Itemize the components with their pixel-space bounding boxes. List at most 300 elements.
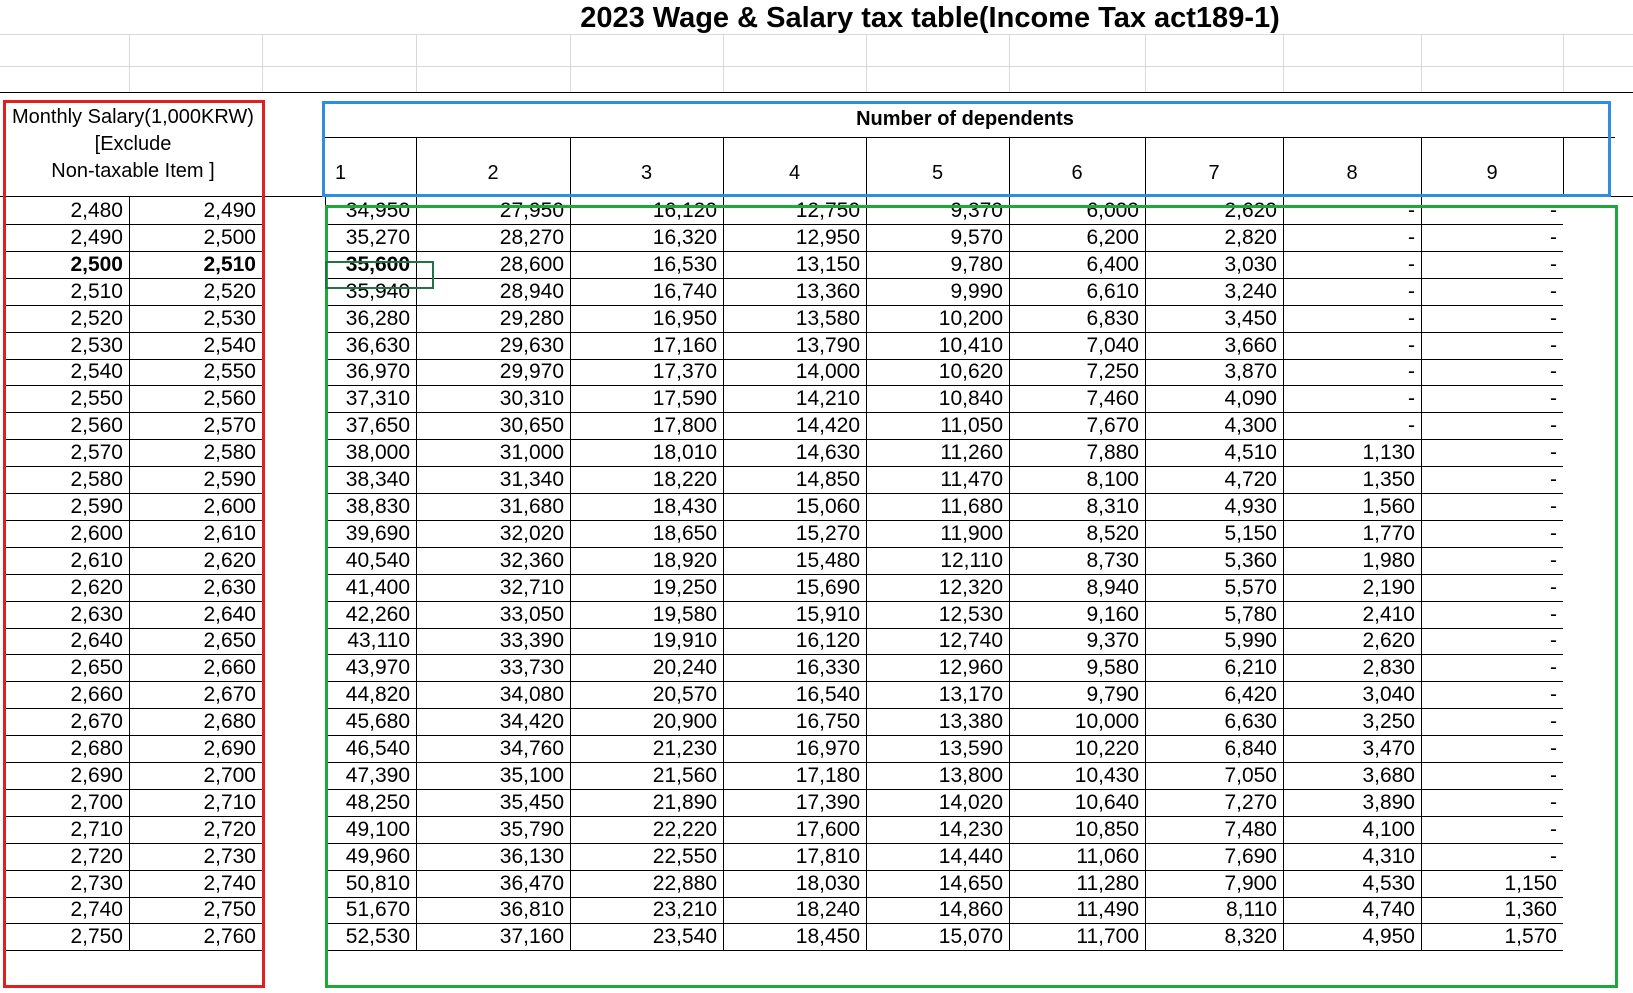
tax-value-cell[interactable]: 36,630 xyxy=(325,332,416,360)
tax-value-cell[interactable]: 6,840 xyxy=(1145,735,1283,763)
tax-value-cell[interactable]: 17,810 xyxy=(723,843,866,871)
tax-value-cell[interactable]: 17,180 xyxy=(723,762,866,790)
tax-value-cell[interactable]: - xyxy=(1421,385,1563,413)
tax-value-cell[interactable]: - xyxy=(1421,251,1563,279)
tax-value-cell[interactable]: 21,230 xyxy=(570,735,723,763)
tax-value-cell[interactable]: 3,470 xyxy=(1283,735,1421,763)
tax-value-cell[interactable]: 12,950 xyxy=(723,224,866,252)
tax-value-cell[interactable]: 8,310 xyxy=(1009,493,1145,521)
salary-to-cell[interactable]: 2,590 xyxy=(129,466,262,494)
tax-value-cell[interactable]: 7,480 xyxy=(1145,816,1283,844)
dependents-col-header[interactable]: 1 xyxy=(335,162,347,184)
tax-value-cell[interactable]: 37,160 xyxy=(416,923,570,951)
tax-value-cell[interactable]: 18,010 xyxy=(570,439,723,467)
tax-value-cell[interactable]: 21,560 xyxy=(570,762,723,790)
dependents-col-header[interactable]: 6 xyxy=(1071,162,1083,184)
tax-value-cell[interactable]: 23,210 xyxy=(570,896,723,924)
salary-from-cell[interactable]: 2,530 xyxy=(4,332,129,360)
tax-value-cell[interactable]: 11,700 xyxy=(1009,923,1145,951)
tax-value-cell[interactable]: 9,580 xyxy=(1009,654,1145,682)
tax-value-cell[interactable]: 3,660 xyxy=(1145,332,1283,360)
tax-value-cell[interactable]: 3,030 xyxy=(1145,251,1283,279)
salary-to-cell[interactable]: 2,670 xyxy=(129,681,262,709)
tax-value-cell[interactable]: 7,670 xyxy=(1009,412,1145,440)
tax-value-cell[interactable]: 44,820 xyxy=(325,681,416,709)
salary-to-cell[interactable]: 2,710 xyxy=(129,789,262,817)
tax-value-cell[interactable]: 35,940 xyxy=(325,278,416,306)
tax-value-cell[interactable]: 1,360 xyxy=(1421,896,1563,924)
tax-value-cell[interactable]: 11,050 xyxy=(866,412,1009,440)
tax-value-cell[interactable]: 16,750 xyxy=(723,708,866,736)
tax-value-cell[interactable]: 37,650 xyxy=(325,412,416,440)
tax-value-cell[interactable]: 3,450 xyxy=(1145,305,1283,333)
tax-value-cell[interactable]: 28,270 xyxy=(416,224,570,252)
tax-value-cell[interactable]: 9,370 xyxy=(1009,627,1145,655)
tax-value-cell[interactable]: - xyxy=(1421,439,1563,467)
salary-to-cell[interactable]: 2,650 xyxy=(129,627,262,655)
tax-value-cell[interactable]: 10,220 xyxy=(1009,735,1145,763)
selected-cell[interactable] xyxy=(325,261,434,289)
salary-from-cell[interactable]: 2,610 xyxy=(4,547,129,575)
tax-value-cell[interactable]: 48,250 xyxy=(325,789,416,817)
tax-value-cell[interactable]: 33,730 xyxy=(416,654,570,682)
salary-from-cell[interactable]: 2,580 xyxy=(4,466,129,494)
tax-value-cell[interactable]: 1,980 xyxy=(1283,547,1421,575)
tax-value-cell[interactable]: 18,650 xyxy=(570,520,723,548)
tax-value-cell[interactable]: 33,390 xyxy=(416,627,570,655)
tax-value-cell[interactable]: 7,880 xyxy=(1009,439,1145,467)
tax-value-cell[interactable]: 4,310 xyxy=(1283,843,1421,871)
tax-value-cell[interactable]: 18,450 xyxy=(723,923,866,951)
tax-value-cell[interactable]: - xyxy=(1283,278,1421,306)
tax-value-cell[interactable]: 2,620 xyxy=(1145,197,1283,225)
tax-value-cell[interactable]: 18,220 xyxy=(570,466,723,494)
tax-value-cell[interactable]: 31,680 xyxy=(416,493,570,521)
dependents-col-header[interactable]: 4 xyxy=(788,162,801,184)
tax-value-cell[interactable]: - xyxy=(1421,601,1563,629)
tax-value-cell[interactable]: 12,750 xyxy=(723,197,866,225)
tax-value-cell[interactable]: 10,000 xyxy=(1009,708,1145,736)
tax-value-cell[interactable]: - xyxy=(1283,358,1421,386)
tax-value-cell[interactable]: 9,790 xyxy=(1009,681,1145,709)
tax-value-cell[interactable]: 52,530 xyxy=(325,923,416,951)
salary-from-cell[interactable]: 2,520 xyxy=(4,305,129,333)
tax-value-cell[interactable]: 14,230 xyxy=(866,816,1009,844)
tax-value-cell[interactable]: 32,360 xyxy=(416,547,570,575)
tax-value-cell[interactable]: 1,560 xyxy=(1283,493,1421,521)
salary-to-cell[interactable]: 2,740 xyxy=(129,870,262,898)
tax-value-cell[interactable]: 30,650 xyxy=(416,412,570,440)
tax-value-cell[interactable]: - xyxy=(1421,412,1563,440)
tax-value-cell[interactable]: 11,490 xyxy=(1009,896,1145,924)
tax-value-cell[interactable]: 36,130 xyxy=(416,843,570,871)
dependents-col-header[interactable]: 5 xyxy=(931,162,944,184)
salary-to-cell[interactable]: 2,620 xyxy=(129,547,262,575)
tax-value-cell[interactable]: 38,000 xyxy=(325,439,416,467)
tax-value-cell[interactable]: 10,840 xyxy=(866,385,1009,413)
tax-value-cell[interactable]: 16,320 xyxy=(570,224,723,252)
tax-value-cell[interactable]: 5,570 xyxy=(1145,574,1283,602)
tax-value-cell[interactable]: 31,340 xyxy=(416,466,570,494)
tax-value-cell[interactable]: 4,950 xyxy=(1283,923,1421,951)
tax-value-cell[interactable]: - xyxy=(1421,197,1563,225)
tax-value-cell[interactable]: 5,360 xyxy=(1145,547,1283,575)
salary-to-cell[interactable]: 2,660 xyxy=(129,654,262,682)
salary-to-cell[interactable]: 2,550 xyxy=(129,358,262,386)
tax-value-cell[interactable]: 18,920 xyxy=(570,547,723,575)
tax-value-cell[interactable]: 8,320 xyxy=(1145,923,1283,951)
tax-value-cell[interactable]: - xyxy=(1421,493,1563,521)
tax-value-cell[interactable]: - xyxy=(1283,197,1421,225)
salary-from-cell[interactable]: 2,660 xyxy=(4,681,129,709)
tax-value-cell[interactable]: 1,570 xyxy=(1421,923,1563,951)
tax-value-cell[interactable]: 17,600 xyxy=(723,816,866,844)
tax-value-cell[interactable]: 45,680 xyxy=(325,708,416,736)
tax-value-cell[interactable]: 6,630 xyxy=(1145,708,1283,736)
tax-value-cell[interactable]: 7,040 xyxy=(1009,332,1145,360)
tax-value-cell[interactable]: 2,410 xyxy=(1283,601,1421,629)
tax-value-cell[interactable]: 4,740 xyxy=(1283,896,1421,924)
tax-value-cell[interactable]: 47,390 xyxy=(325,762,416,790)
tax-value-cell[interactable]: 49,960 xyxy=(325,843,416,871)
salary-from-cell[interactable]: 2,730 xyxy=(4,870,129,898)
tax-value-cell[interactable]: 1,770 xyxy=(1283,520,1421,548)
tax-value-cell[interactable]: 11,060 xyxy=(1009,843,1145,871)
tax-value-cell[interactable]: 42,260 xyxy=(325,601,416,629)
tax-value-cell[interactable]: 13,790 xyxy=(723,332,866,360)
salary-from-cell[interactable]: 2,650 xyxy=(4,654,129,682)
dependents-col-header[interactable]: 3 xyxy=(640,162,653,184)
tax-value-cell[interactable]: 35,270 xyxy=(325,224,416,252)
tax-value-cell[interactable]: 16,970 xyxy=(723,735,866,763)
tax-value-cell[interactable]: 41,400 xyxy=(325,574,416,602)
tax-value-cell[interactable]: 34,080 xyxy=(416,681,570,709)
tax-value-cell[interactable]: 30,310 xyxy=(416,385,570,413)
tax-value-cell[interactable]: 4,090 xyxy=(1145,385,1283,413)
tax-value-cell[interactable]: 1,350 xyxy=(1283,466,1421,494)
tax-value-cell[interactable]: 16,120 xyxy=(723,627,866,655)
tax-value-cell[interactable]: 3,870 xyxy=(1145,358,1283,386)
tax-value-cell[interactable]: 36,970 xyxy=(325,358,416,386)
tax-value-cell[interactable]: 15,270 xyxy=(723,520,866,548)
tax-value-cell[interactable]: - xyxy=(1421,681,1563,709)
tax-value-cell[interactable]: - xyxy=(1283,224,1421,252)
tax-value-cell[interactable]: - xyxy=(1421,358,1563,386)
tax-value-cell[interactable]: 4,510 xyxy=(1145,439,1283,467)
tax-value-cell[interactable]: 5,780 xyxy=(1145,601,1283,629)
tax-value-cell[interactable]: 12,740 xyxy=(866,627,1009,655)
tax-value-cell[interactable]: 10,200 xyxy=(866,305,1009,333)
tax-value-cell[interactable]: 17,160 xyxy=(570,332,723,360)
dependents-col-header[interactable]: 7 xyxy=(1208,162,1220,184)
tax-value-cell[interactable]: 10,850 xyxy=(1009,816,1145,844)
salary-from-cell[interactable]: 2,620 xyxy=(4,574,129,602)
salary-to-cell[interactable]: 2,500 xyxy=(129,224,262,252)
salary-from-cell[interactable]: 2,540 xyxy=(4,358,129,386)
tax-value-cell[interactable]: 20,570 xyxy=(570,681,723,709)
salary-to-cell[interactable]: 2,640 xyxy=(129,601,262,629)
tax-value-cell[interactable]: 4,100 xyxy=(1283,816,1421,844)
salary-to-cell[interactable]: 2,510 xyxy=(129,251,262,279)
salary-from-cell[interactable]: 2,570 xyxy=(4,439,129,467)
tax-value-cell[interactable]: 29,280 xyxy=(416,305,570,333)
tax-value-cell[interactable]: 14,000 xyxy=(723,358,866,386)
salary-from-cell[interactable]: 2,680 xyxy=(4,735,129,763)
tax-value-cell[interactable]: 7,900 xyxy=(1145,870,1283,898)
tax-value-cell[interactable]: 7,460 xyxy=(1009,385,1145,413)
tax-value-cell[interactable]: 4,530 xyxy=(1283,870,1421,898)
tax-value-cell[interactable]: 9,780 xyxy=(866,251,1009,279)
tax-value-cell[interactable]: 12,960 xyxy=(866,654,1009,682)
tax-value-cell[interactable]: - xyxy=(1421,547,1563,575)
tax-value-cell[interactable]: 6,000 xyxy=(1009,197,1145,225)
tax-value-cell[interactable]: 16,120 xyxy=(570,197,723,225)
tax-value-cell[interactable]: 12,320 xyxy=(866,574,1009,602)
tax-value-cell[interactable]: 20,900 xyxy=(570,708,723,736)
salary-to-cell[interactable]: 2,600 xyxy=(129,493,262,521)
tax-value-cell[interactable]: 43,110 xyxy=(325,627,416,655)
tax-value-cell[interactable]: 11,280 xyxy=(1009,870,1145,898)
tax-value-cell[interactable]: 10,430 xyxy=(1009,762,1145,790)
tax-value-cell[interactable]: 19,910 xyxy=(570,627,723,655)
salary-from-cell[interactable]: 2,640 xyxy=(4,627,129,655)
tax-value-cell[interactable]: - xyxy=(1421,708,1563,736)
tax-value-cell[interactable]: 8,730 xyxy=(1009,547,1145,575)
tax-value-cell[interactable]: 34,760 xyxy=(416,735,570,763)
tax-value-cell[interactable]: 14,850 xyxy=(723,466,866,494)
salary-to-cell[interactable]: 2,520 xyxy=(129,278,262,306)
salary-from-cell[interactable]: 2,480 xyxy=(4,197,129,225)
tax-value-cell[interactable]: 35,100 xyxy=(416,762,570,790)
tax-value-cell[interactable]: 35,450 xyxy=(416,789,570,817)
tax-value-cell[interactable]: 11,680 xyxy=(866,493,1009,521)
tax-value-cell[interactable]: 2,620 xyxy=(1283,627,1421,655)
tax-value-cell[interactable]: 11,470 xyxy=(866,466,1009,494)
salary-from-cell[interactable]: 2,510 xyxy=(4,278,129,306)
tax-value-cell[interactable]: 2,820 xyxy=(1145,224,1283,252)
tax-value-cell[interactable]: 40,540 xyxy=(325,547,416,575)
salary-to-cell[interactable]: 2,720 xyxy=(129,816,262,844)
salary-from-cell[interactable]: 2,690 xyxy=(4,762,129,790)
salary-from-cell[interactable]: 2,600 xyxy=(4,520,129,548)
tax-value-cell[interactable]: 16,540 xyxy=(723,681,866,709)
tax-value-cell[interactable]: 31,000 xyxy=(416,439,570,467)
tax-value-cell[interactable]: 15,690 xyxy=(723,574,866,602)
tax-value-cell[interactable]: 43,970 xyxy=(325,654,416,682)
salary-from-cell[interactable]: 2,710 xyxy=(4,816,129,844)
salary-to-cell[interactable]: 2,760 xyxy=(129,923,262,951)
tax-value-cell[interactable]: 18,430 xyxy=(570,493,723,521)
tax-value-cell[interactable]: 32,710 xyxy=(416,574,570,602)
tax-value-cell[interactable]: 22,550 xyxy=(570,843,723,871)
tax-value-cell[interactable]: 28,600 xyxy=(416,251,570,279)
tax-value-cell[interactable]: 11,260 xyxy=(866,439,1009,467)
tax-value-cell[interactable]: 22,220 xyxy=(570,816,723,844)
salary-from-cell[interactable]: 2,740 xyxy=(4,896,129,924)
tax-value-cell[interactable]: 28,940 xyxy=(416,278,570,306)
tax-value-cell[interactable]: - xyxy=(1421,654,1563,682)
tax-value-cell[interactable]: - xyxy=(1421,332,1563,360)
tax-value-cell[interactable]: - xyxy=(1283,332,1421,360)
salary-to-cell[interactable]: 2,680 xyxy=(129,708,262,736)
tax-value-cell[interactable]: 34,420 xyxy=(416,708,570,736)
tax-value-cell[interactable]: - xyxy=(1421,762,1563,790)
tax-value-cell[interactable]: 18,030 xyxy=(723,870,866,898)
tax-value-cell[interactable]: 21,890 xyxy=(570,789,723,817)
tax-value-cell[interactable]: 14,630 xyxy=(723,439,866,467)
salary-from-cell[interactable]: 2,590 xyxy=(4,493,129,521)
tax-value-cell[interactable]: 16,740 xyxy=(570,278,723,306)
tax-value-cell[interactable]: 14,650 xyxy=(866,870,1009,898)
tax-value-cell[interactable]: 3,890 xyxy=(1283,789,1421,817)
tax-value-cell[interactable]: 49,100 xyxy=(325,816,416,844)
salary-to-cell[interactable]: 2,610 xyxy=(129,520,262,548)
tax-value-cell[interactable]: 14,210 xyxy=(723,385,866,413)
tax-value-cell[interactable]: 37,310 xyxy=(325,385,416,413)
tax-value-cell[interactable]: 11,900 xyxy=(866,520,1009,548)
tax-value-cell[interactable]: 39,690 xyxy=(325,520,416,548)
tax-value-cell[interactable]: 6,420 xyxy=(1145,681,1283,709)
tax-value-cell[interactable]: 29,630 xyxy=(416,332,570,360)
salary-to-cell[interactable]: 2,730 xyxy=(129,843,262,871)
tax-value-cell[interactable]: 17,590 xyxy=(570,385,723,413)
tax-value-cell[interactable]: 36,470 xyxy=(416,870,570,898)
tax-value-cell[interactable]: 16,330 xyxy=(723,654,866,682)
salary-to-cell[interactable]: 2,690 xyxy=(129,735,262,763)
tax-value-cell[interactable]: 17,390 xyxy=(723,789,866,817)
tax-value-cell[interactable]: 6,200 xyxy=(1009,224,1145,252)
salary-to-cell[interactable]: 2,560 xyxy=(129,385,262,413)
dependents-col-header[interactable]: 8 xyxy=(1346,162,1358,184)
tax-value-cell[interactable]: 3,250 xyxy=(1283,708,1421,736)
tax-value-cell[interactable]: - xyxy=(1421,520,1563,548)
salary-from-cell[interactable]: 2,550 xyxy=(4,385,129,413)
salary-from-cell[interactable]: 2,490 xyxy=(4,224,129,252)
tax-value-cell[interactable]: 1,130 xyxy=(1283,439,1421,467)
tax-value-cell[interactable]: 14,020 xyxy=(866,789,1009,817)
tax-value-cell[interactable]: 16,950 xyxy=(570,305,723,333)
tax-value-cell[interactable]: 8,520 xyxy=(1009,520,1145,548)
tax-value-cell[interactable]: 7,250 xyxy=(1009,358,1145,386)
tax-value-cell[interactable]: - xyxy=(1421,574,1563,602)
tax-value-cell[interactable]: 15,480 xyxy=(723,547,866,575)
tax-value-cell[interactable]: 51,670 xyxy=(325,896,416,924)
tax-value-cell[interactable]: - xyxy=(1421,224,1563,252)
tax-value-cell[interactable]: 6,210 xyxy=(1145,654,1283,682)
salary-to-cell[interactable]: 2,630 xyxy=(129,574,262,602)
tax-value-cell[interactable]: 36,280 xyxy=(325,305,416,333)
tax-value-cell[interactable]: - xyxy=(1283,305,1421,333)
tax-value-cell[interactable]: - xyxy=(1421,843,1563,871)
tax-value-cell[interactable]: 38,830 xyxy=(325,493,416,521)
salary-from-cell[interactable]: 2,750 xyxy=(4,923,129,951)
tax-value-cell[interactable]: 14,440 xyxy=(866,843,1009,871)
tax-value-cell[interactable]: - xyxy=(1421,305,1563,333)
tax-value-cell[interactable]: 19,580 xyxy=(570,601,723,629)
tax-value-cell[interactable]: 3,240 xyxy=(1145,278,1283,306)
tax-value-cell[interactable]: 36,810 xyxy=(416,896,570,924)
tax-value-cell[interactable]: 27,950 xyxy=(416,197,570,225)
tax-value-cell[interactable]: 15,060 xyxy=(723,493,866,521)
tax-value-cell[interactable]: 13,580 xyxy=(723,305,866,333)
tax-value-cell[interactable]: 6,610 xyxy=(1009,278,1145,306)
tax-value-cell[interactable]: 13,360 xyxy=(723,278,866,306)
tax-value-cell[interactable]: 2,830 xyxy=(1283,654,1421,682)
salary-to-cell[interactable]: 2,530 xyxy=(129,305,262,333)
salary-to-cell[interactable]: 2,490 xyxy=(129,197,262,225)
salary-to-cell[interactable]: 2,570 xyxy=(129,412,262,440)
tax-value-cell[interactable]: 1,150 xyxy=(1421,870,1563,898)
tax-value-cell[interactable]: 3,680 xyxy=(1283,762,1421,790)
tax-value-cell[interactable]: 8,940 xyxy=(1009,574,1145,602)
tax-value-cell[interactable]: - xyxy=(1421,735,1563,763)
tax-value-cell[interactable]: 35,790 xyxy=(416,816,570,844)
tax-value-cell[interactable]: 46,540 xyxy=(325,735,416,763)
tax-value-cell[interactable]: 10,620 xyxy=(866,358,1009,386)
dependents-col-header[interactable]: 2 xyxy=(487,162,499,184)
tax-value-cell[interactable]: 13,590 xyxy=(866,735,1009,763)
tax-value-cell[interactable]: - xyxy=(1421,278,1563,306)
tax-value-cell[interactable]: - xyxy=(1283,385,1421,413)
salary-from-cell[interactable]: 2,700 xyxy=(4,789,129,817)
salary-to-cell[interactable]: 2,700 xyxy=(129,762,262,790)
tax-value-cell[interactable]: 8,110 xyxy=(1145,896,1283,924)
tax-value-cell[interactable]: 34,950 xyxy=(325,197,416,225)
tax-value-cell[interactable]: 35,600 xyxy=(325,251,416,279)
tax-value-cell[interactable]: 9,570 xyxy=(866,224,1009,252)
tax-value-cell[interactable]: - xyxy=(1421,816,1563,844)
tax-value-cell[interactable]: 13,170 xyxy=(866,681,1009,709)
tax-value-cell[interactable]: 3,040 xyxy=(1283,681,1421,709)
salary-from-cell[interactable]: 2,560 xyxy=(4,412,129,440)
tax-value-cell[interactable]: 6,400 xyxy=(1009,251,1145,279)
tax-value-cell[interactable]: 6,830 xyxy=(1009,305,1145,333)
salary-to-cell[interactable]: 2,750 xyxy=(129,896,262,924)
tax-value-cell[interactable]: 12,530 xyxy=(866,601,1009,629)
tax-value-cell[interactable]: 5,150 xyxy=(1145,520,1283,548)
tax-value-cell[interactable]: 8,100 xyxy=(1009,466,1145,494)
tax-value-cell[interactable]: - xyxy=(1421,466,1563,494)
tax-value-cell[interactable]: 16,530 xyxy=(570,251,723,279)
tax-value-cell[interactable]: 9,160 xyxy=(1009,601,1145,629)
tax-value-cell[interactable]: 7,270 xyxy=(1145,789,1283,817)
tax-value-cell[interactable]: 9,990 xyxy=(866,278,1009,306)
tax-value-cell[interactable]: - xyxy=(1283,251,1421,279)
tax-value-cell[interactable]: 12,110 xyxy=(866,547,1009,575)
salary-from-cell[interactable]: 2,670 xyxy=(4,708,129,736)
tax-value-cell[interactable]: 18,240 xyxy=(723,896,866,924)
tax-value-cell[interactable]: 19,250 xyxy=(570,574,723,602)
tax-value-cell[interactable]: 14,420 xyxy=(723,412,866,440)
tax-value-cell[interactable]: 15,070 xyxy=(866,923,1009,951)
tax-value-cell[interactable]: 50,810 xyxy=(325,870,416,898)
salary-from-cell[interactable]: 2,720 xyxy=(4,843,129,871)
salary-from-cell[interactable]: 2,500 xyxy=(4,251,129,279)
tax-value-cell[interactable]: 10,640 xyxy=(1009,789,1145,817)
salary-to-cell[interactable]: 2,580 xyxy=(129,439,262,467)
tax-value-cell[interactable]: 14,860 xyxy=(866,896,1009,924)
tax-value-cell[interactable]: - xyxy=(1421,627,1563,655)
tax-value-cell[interactable]: 13,380 xyxy=(866,708,1009,736)
tax-value-cell[interactable]: 4,720 xyxy=(1145,466,1283,494)
tax-value-cell[interactable]: 7,050 xyxy=(1145,762,1283,790)
tax-value-cell[interactable]: 15,910 xyxy=(723,601,866,629)
tax-value-cell[interactable]: 10,410 xyxy=(866,332,1009,360)
tax-value-cell[interactable]: 4,930 xyxy=(1145,493,1283,521)
tax-value-cell[interactable]: 13,150 xyxy=(723,251,866,279)
tax-value-cell[interactable]: 5,990 xyxy=(1145,627,1283,655)
tax-value-cell[interactable]: - xyxy=(1283,412,1421,440)
